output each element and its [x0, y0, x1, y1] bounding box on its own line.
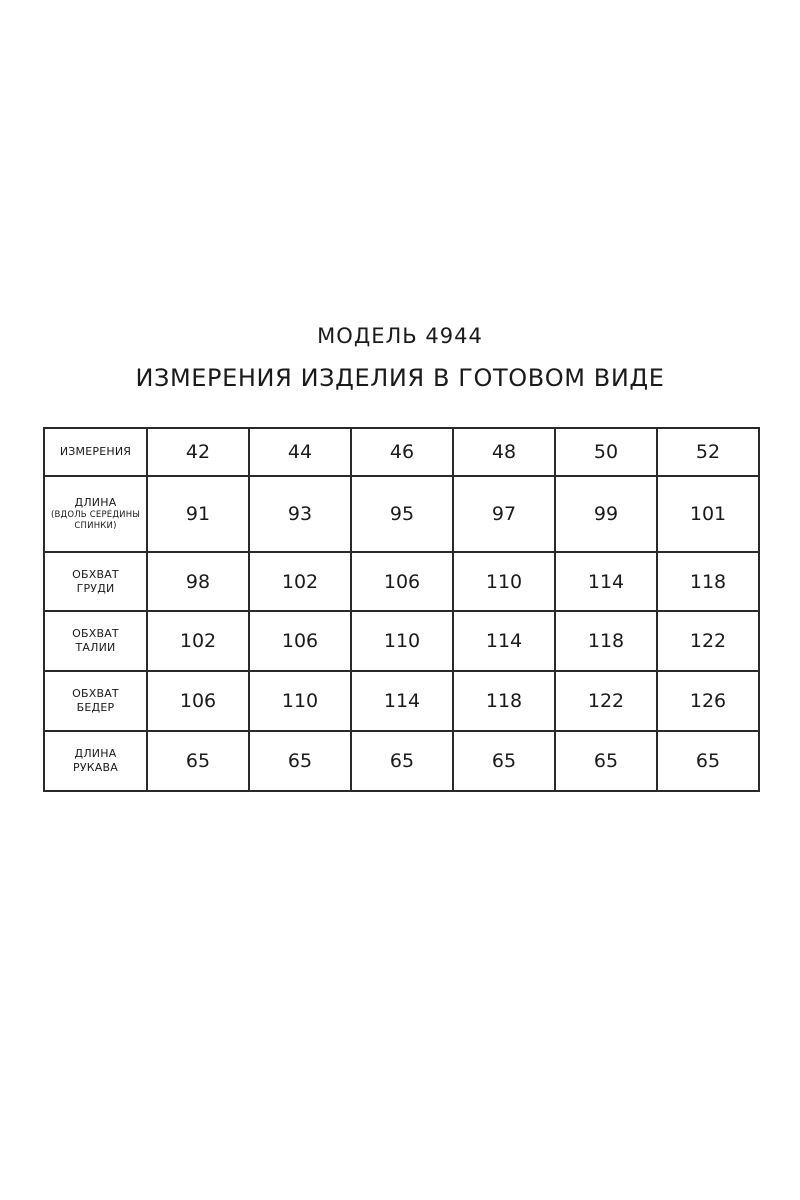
table-row-hips	[44, 671, 759, 731]
row-label-text: ОБХВАТ ТАЛИИ	[72, 627, 119, 655]
table-cell: 114	[453, 611, 555, 671]
size-table	[43, 427, 760, 792]
table-cell: 65	[351, 731, 453, 791]
table-cell: 95	[351, 476, 453, 552]
table-cell: 65	[147, 731, 249, 791]
row-label	[44, 671, 147, 731]
row-label-text: ДЛИНА РУКАВА	[73, 747, 118, 775]
table-cell: 106	[351, 552, 453, 612]
table-cell: 42	[147, 428, 249, 476]
table-cell: 44	[249, 428, 351, 476]
table-cell: 122	[657, 611, 759, 671]
table-cell: 65	[249, 731, 351, 791]
table-cell: 65	[657, 731, 759, 791]
table-cell: 50	[555, 428, 657, 476]
table-cell: 126	[657, 671, 759, 731]
table-cell: 110	[249, 671, 351, 731]
row-label	[44, 611, 147, 671]
table-cell: 102	[249, 552, 351, 612]
row-label	[44, 476, 147, 552]
table-cell: 48	[453, 428, 555, 476]
row-label-text: ОБХВАТ ГРУДИ	[72, 567, 119, 595]
table-row-sizes	[44, 428, 759, 476]
table-cell: 110	[351, 611, 453, 671]
page-title: ИЗМЕРЕНИЯ ИЗДЕЛИЯ В ГОТОВОМ ВИДЕ	[135, 364, 665, 392]
row-label-text: ИЗМЕРЕНИЯ	[59, 444, 132, 458]
table-row-chest	[44, 552, 759, 612]
table-cell: 93	[249, 476, 351, 552]
table-row-waist	[44, 611, 759, 671]
table-cell: 46	[351, 428, 453, 476]
table-cell: 101	[657, 476, 759, 552]
table-cell: 118	[657, 552, 759, 612]
table-cell: 91	[147, 476, 249, 552]
model-title: МОДЕЛЬ 4944	[317, 324, 483, 348]
table-cell: 65	[453, 731, 555, 791]
table-cell: 52	[657, 428, 759, 476]
table-cell: 122	[555, 671, 657, 731]
table-cell: 118	[453, 671, 555, 731]
table-cell: 97	[453, 476, 555, 552]
table-row-length	[44, 476, 759, 552]
row-label-subtext: (ВДОЛЬ СЕРЕДИНЫ СПИНКИ)	[50, 509, 141, 531]
table-cell: 110	[453, 552, 555, 612]
row-label	[44, 428, 147, 476]
table-cell: 99	[555, 476, 657, 552]
table-cell: 106	[249, 611, 351, 671]
row-label	[44, 552, 147, 612]
table-cell: 106	[147, 671, 249, 731]
table-cell: 114	[351, 671, 453, 731]
row-label-text: ДЛИНА	[74, 495, 117, 509]
table-cell: 98	[147, 552, 249, 612]
table-cell: 118	[555, 611, 657, 671]
table-cell: 102	[147, 611, 249, 671]
row-label-text: ОБХВАТ БЕДЕР	[72, 687, 119, 715]
table-cell: 65	[555, 731, 657, 791]
table-row-sleeve	[44, 731, 759, 791]
row-label	[44, 731, 147, 791]
table-cell: 114	[555, 552, 657, 612]
